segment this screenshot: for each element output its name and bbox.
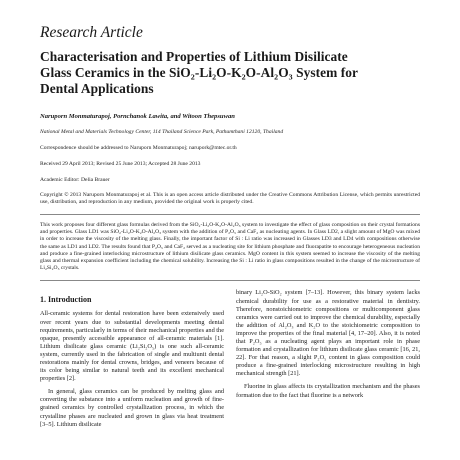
title-line: Dental Applications: [40, 81, 154, 96]
abstract: This work proposes four different glass formulas derived from the SiO₂-Li₂O-K₂O-Al₂O₃ system to investigate the effect of glass composition on their crystal formations and properties. Glass LD1 was SiO₂-Li₂O-K₂O-Al₂O₃ system with the addition of P₂O₅ and CaF₂ as nucleating agents. In Glass LD2, a slight amount of MgO was mixed in order to increase the viscosity of the melting glass. Finally, the important factor of Si : Li ratio was increased in Glasses LD3 and LD4 with compositions otherwise the same as LD1 and LD2. The results found that P₂O₅ and CaF₂ served as a nucleating site for lithium phosphate and fluorapatite to encourage heterogeneous nucleation and produce a fine-grained interlocking microstructure of lithium disilicate glass ceramics. MgO content in this system seemed to increase the viscosity of the melting glass and thermal expansion coefficient including the chemical solubility. Increasing the Si : Li ratio in glass compositions resulted in the change of the microstructure of Li₂Si₂O₅ crystals.: [40, 222, 420, 272]
body-paragraph: In general, glass ceramics can be produced by melting glass and converting the substance into a uniform nucleation and growth of fine-grained ceramics by controlled crystallization process, in which the crystalline phases are nucleated and grown in glass via heat treatment [3–5]. Lithium disilicate: [40, 388, 224, 428]
body-columns: [40, 289, 420, 428]
copyright-notice: Copyright © 2013 Naruporn Monmaturapoj et al. This is an open access article distributed under the Creative Commons Attribution License, which permits unrestricted use, distribution, and reproduction in any medium, provided the original work is properly cited.: [40, 192, 420, 205]
title-line: Glass Ceramics in the SiO₂-Li₂O-K₂O-Al₂O₃ System for: [40, 65, 358, 80]
body-paragraph: Fluorine in glass affects its crystallization mechanism and the phases formation due to the fact that fluorine is a network: [236, 383, 420, 399]
author-list: Naruporn Monmaturapoj, Pornchanok Lawita, and Witoon Thepsuwan: [40, 113, 235, 120]
dates: Received 29 April 2013; Revised 25 June 2013; Accepted 28 June 2013: [40, 161, 201, 167]
body-paragraph: binary Li₂O-SiO₂ system [7–13]. However, this binary system lacks chemical durability for use as a restorative material in dentistry. Therefore, nonstoichiometric compositions or multicomponent glass ceramics were carried out to improve the chemical durability, especially the addition of Al₂O₃ and K₂O to the stoichiometric composition to improve the properties of the final material [4, 17–20]. Also, it is noted that P₂O₅ as a nucleating agent plays an important role in phase formation and crystallization for lithium disilicate glass ceramic [16, 21, 22]. For that reason, a slight P₂O₅ content in glass composition could produce a fine-grained interlocking microstructure resulting in high mechanical strength [21].: [236, 289, 420, 378]
title-line: Characterisation and Properties of Lithium Disilicate: [40, 49, 348, 64]
correspondence: Correspondence should be addressed to Naruporn Monmaturapoj; narupork@mtec.or.th: [40, 145, 237, 151]
divider: [40, 280, 420, 281]
divider: [40, 214, 420, 215]
paper-title: [40, 49, 420, 97]
body-paragraph: All-ceramic systems for dental restoration have been extensively used over recent years due to substantial developments meeting dental requirements, particularly in terms of their mechanical properties and the opaque, presently accessible appearance of all-ceramic materials [1]. Lithium disilicate glass ceramic (Li₂Si₂O₅) is one such all-ceramic system, currently used in the fabrication of single and multiunit dental restorations mainly for dental crowns, bridges, and veneers because of its color being similar to natural teeth and its excellent mechanical properties [2].: [40, 310, 224, 383]
left-column: [40, 289, 224, 428]
article-type: Research Article: [40, 24, 143, 41]
academic-editor: Academic Editor: Delia Brauer: [40, 177, 110, 183]
section-heading: 1. Introduction: [40, 295, 92, 305]
affiliation: National Metal and Materials Technology Center, 114 Thailand Science Park, Pathumthani 12120, Thailand: [40, 129, 284, 135]
right-column: [236, 289, 420, 428]
